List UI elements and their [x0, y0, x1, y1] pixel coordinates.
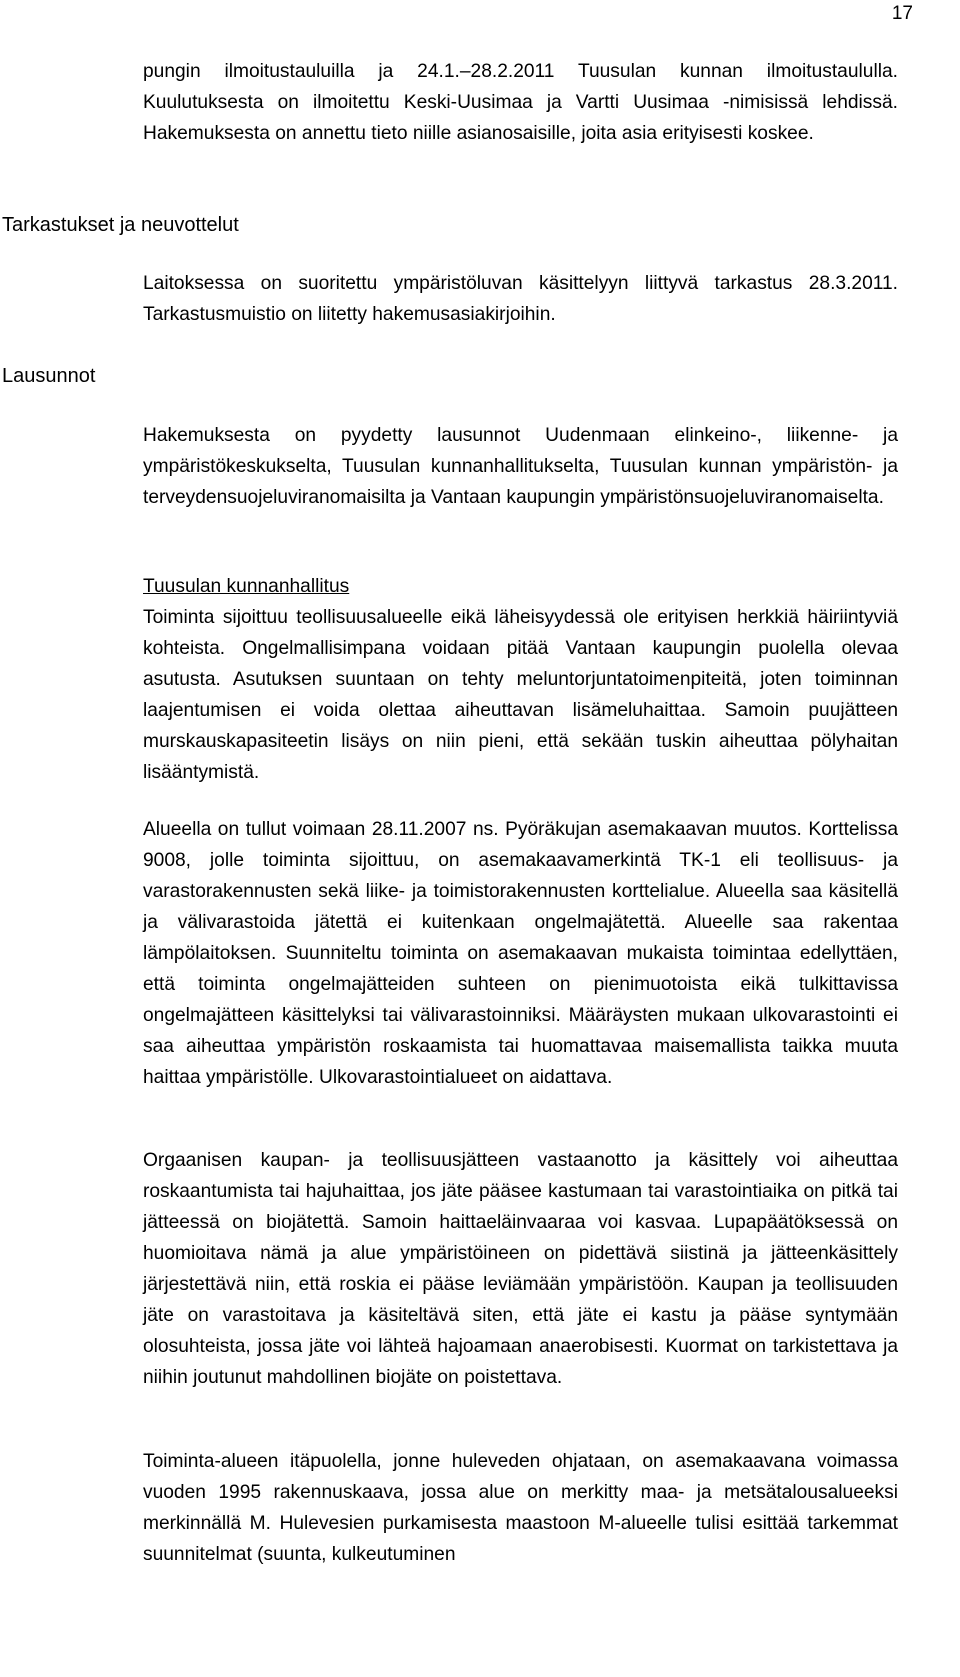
kunnanhallitus-paragraph-3: Orgaanisen kaupan- ja teollisuusjätteen vastaanotto ja käsittely voi aiheuttaa roskaantumista tai hajuhaittaa, jos jäte pääsee kastumaan tai varastointiaika on pitkä tai jätteessä on biojätettä. Samoin haittaeläinvaaraa voi kasvaa. Lupapäätöksessä on huomioitava nämä ja alue ympäristöineen on pidettävä siistinä ja jätteenkäsittely järjestettävä niin, että roskia ei pääse leviämään ympäristöön. Kaupan ja teollisuuden jäte on varastoitava ja käsiteltävä siten, että jäte ei kastu ja pääse syntymään olosuhteista, jossa jäte voi lähteä hajoamaan anaerobisesti. Kuormat on tarkistettava ja niihin joutunut mahdollinen biojäte on poistettava.	[143, 1150, 898, 1388]
kunnanhallitus-subheading: Tuusulan kunnanhallitus	[143, 576, 350, 597]
intro-paragraph: pungin ilmoitustauluilla ja 24.1.–28.2.2011 Tuusulan kunnan ilmoitustaululla. Kuulutuksesta on ilmoitettu Keski-Uusimaa ja Vartti Uusimaa -nimisissä lehdissä. Hakemuksesta on annettu tieto niille asianosaisille, joita asia erityisesti koskee.	[143, 61, 898, 144]
kunnanhallitus-paragraph-1: Toiminta sijoittuu teollisuusalueelle eikä läheisyydessä ole erityisen herkkiä häiriintyviä kohteista. Ongelmallisimpana voidaan pitää Vantaan kaupungin puolella olevaa asutusta. Asutuksen suuntaan on tehty meluntorjuntatoimenpiteitä, joten toiminnan laajentumisen ei voida olettaa aiheuttavan lisämeluhaittaa. Samoin puujätteen murskauskapasiteetin lisäys on niin pieni, että sekään tuskin aiheuttaa pölyhaitan lisääntymistä.	[143, 607, 898, 783]
kunnanhallitus-paragraph-2: Alueella on tullut voimaan 28.11.2007 ns. Pyöräkujan asemakaavan muutos. Korttelissa 9008, jolle toiminta sijoittuu, on asemakaavamerkintä TK-1 eli teollisuus- ja varastorakennusten sekä liike- ja toimistorakennusten korttelialue. Alueella saa käsitellä ja välivarastoida jätettä ei kuitenkaan ongelmajätettä. Alueelle saa rakentaa lämpölaitoksen. Suunniteltu toiminta on asemakaavan mukaista toimintaa edellyttäen, että toiminta ongelmajätteiden suhteen on pienimuotoista eikä tulkittavissa ongelmajätteen käsittelyksi tai välivarastoinniksi. Määräysten mukaan ulkovarastointi ei saa aiheuttaa ympäristön roskaamista tai huomattavaa maisemallista taikka muuta haittaa ympäristölle. Ulkovarastointialueet on aidattava.	[143, 819, 898, 1088]
section-heading-tarkastukset: Tarkastukset ja neuvottelut	[2, 214, 239, 236]
section-heading-lausunnot: Lausunnot	[2, 365, 96, 387]
tarkastus-paragraph: Laitoksessa on suoritettu ympäristöluvan käsittelyyn liittyvä tarkastus 28.3.2011. Tarkastusmuistio on liitetty hakemusasiakirjoihin.	[143, 273, 898, 325]
kunnanhallitus-block	[143, 571, 898, 788]
kunnanhallitus-paragraph-4: Toiminta-alueen itäpuolella, jonne huleveden ohjataan, on asemakaavana voimassa vuoden 1995 rakennuskaava, jossa alue on merkitty maa- ja metsätalousalueeksi merkinnällä M. Hulevesien purkamisesta maastoon M-alueelle tulisi esittää tarkemmat suunnitelmat (suunta, kulkeutuminen	[143, 1451, 898, 1565]
lausunnot-intro-paragraph: Hakemuksesta on pyydetty lausunnot Uudenmaan elinkeino-, liikenne- ja ympäristökeskukselta, Tuusulan kunnanhallitukselta, Tuusulan kunnan ympäristön- ja terveydensuojeluviranomaisilta ja Vantaan kaupungin ympäristönsuojeluviranomaiselta.	[143, 425, 898, 508]
page-number: 17	[891, 3, 913, 24]
